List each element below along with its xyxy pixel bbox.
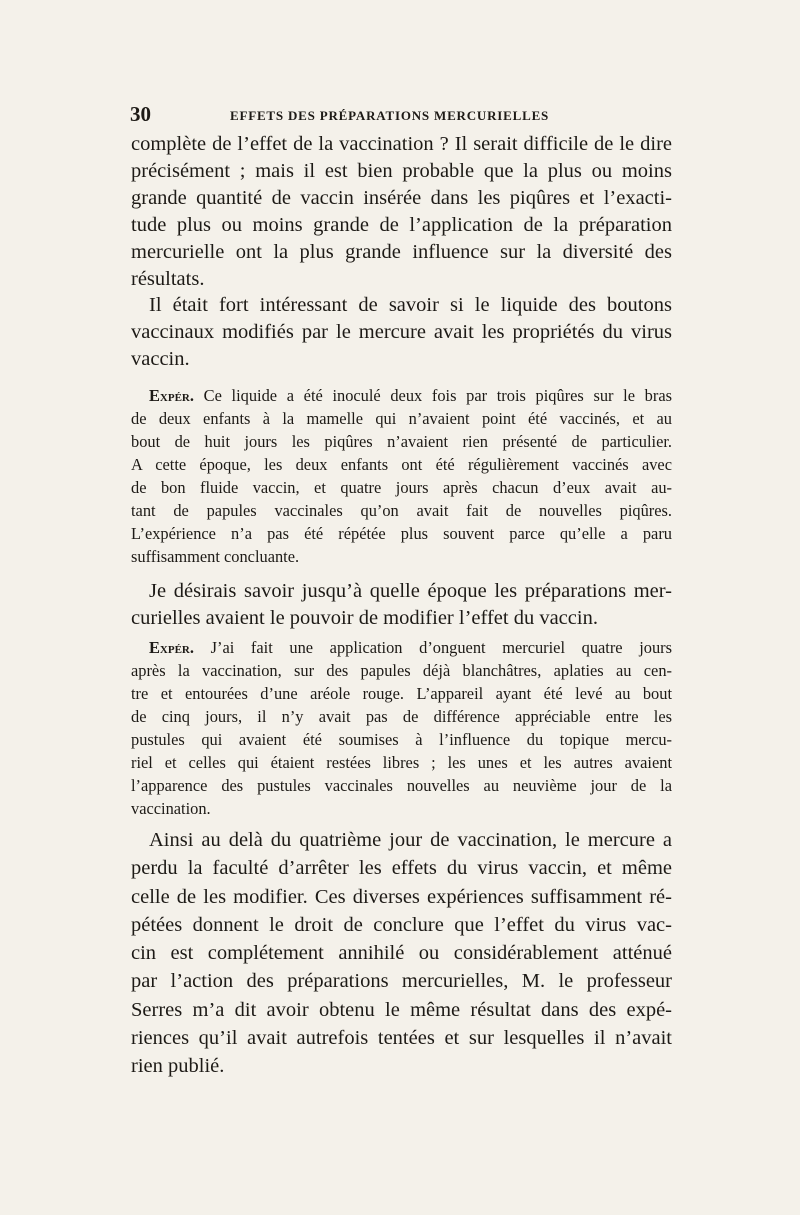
page-header [130, 102, 670, 126]
text-line: perdu la faculté d’arrêter les effets du virus vaccin, et même [131, 857, 672, 880]
page-number: 30 [130, 102, 151, 126]
experiment-note [131, 384, 672, 568]
text-line: A cette époque, les deux enfants ont été régulièrement vaccinés avec [131, 455, 672, 474]
experiment-note [131, 636, 672, 820]
text-line: de cinq jours, il n’y avait pas de différence appréciable entre les [131, 707, 672, 726]
text-line: de bon fluide vaccin, et quatre jours après chacun d’eux avait au- [131, 478, 672, 497]
text-line: rien publié. [131, 1055, 225, 1078]
text-line: vaccinaux modifiés par le mercure avait les propriétés du virus [131, 321, 672, 343]
text-line: tude plus ou moins grande de l’application de la préparation [131, 214, 672, 236]
experiment-label: Expér. [149, 638, 194, 657]
text-line [131, 384, 672, 407]
text-line: tre et entourées d’une aréole rouge. L’appareil ayant été levé au bout [131, 684, 672, 703]
text-line: Ainsi au delà du quatrième jour de vaccination, le mercure a [149, 829, 672, 851]
paragraph [131, 578, 672, 632]
text-line-content: Ce liquide a été inoculé deux fois par trois piqûres sur le bras [193, 386, 672, 405]
text-line: pétées donnent le droit de conclure que l’effet du virus vac- [131, 913, 672, 936]
text-line: par l’action des préparations mercurielles, M. le professeur [131, 970, 672, 993]
text-line: cin est complétement annihilé ou considérablement atténué [131, 942, 672, 965]
text-line: riences qu’il avait autrefois tentées et sur lesquelles il n’avait [131, 1027, 672, 1050]
text-line: riel et celles qui étaient restées libres ; les unes et les autres avaient [131, 753, 672, 772]
text-line [131, 636, 672, 659]
text-line: complète de l’effet de la vaccination ? Il serait difficile de le dire [131, 133, 672, 155]
paragraph-continuation [131, 131, 672, 293]
text-line: Je désirais savoir jusqu’à quelle époque les préparations mer- [149, 580, 672, 602]
text-line: pustules qui avaient été soumises à l’influence du topique mercu- [131, 730, 672, 749]
text-line: après la vaccination, sur des papules déjà blanchâtres, aplaties au cen- [131, 661, 672, 680]
text-line: mercurielle ont la plus grande influence sur la diversité des [131, 241, 672, 263]
experiment-label: Expér. [149, 386, 194, 405]
running-title: EFFETS DES PRÉPARATIONS MERCURIELLES [230, 108, 550, 123]
text-line: curielles avaient le pouvoir de modifier l’effet du vaccin. [131, 607, 598, 629]
text-line: L’expérience n’a pas été répétée plus souvent parce qu’elle a paru [131, 524, 672, 543]
text-line: vaccin. [131, 348, 190, 370]
text-line: Il était fort intéressant de savoir si le liquide des boutons [149, 294, 672, 316]
text-line: bout de huit jours les piqûres n’avaient rien présenté de particulier. [131, 432, 672, 451]
paragraph [131, 292, 672, 373]
text-line: de deux enfants à la mamelle qui n’avaient point été vaccinés, et au [131, 409, 672, 428]
text-line: celle de les modifier. Ces diverses expériences suffisamment ré- [131, 885, 672, 908]
text-line: Serres m’a dit avoir obtenu le même résultat dans des expé- [131, 998, 672, 1021]
text-line: précisément ; mais il est bien probable que la plus ou moins [131, 160, 672, 182]
text-line: suffisamment concluante. [131, 547, 300, 566]
text-line: l’apparence des pustules vaccinales nouvelles au neuvième jour de la [131, 776, 672, 795]
text-line: tant de papules vaccinales qu’on avait fait de nouvelles piqûres. [131, 501, 672, 520]
text-line: grande quantité de vaccin insérée dans les piqûres et l’exacti- [131, 187, 672, 209]
text-line-content: J’ai fait une application d’onguent mercuriel quatre jours [193, 638, 672, 657]
text-line: résultats. [131, 268, 205, 290]
text-line: vaccination. [131, 799, 211, 818]
paragraph [131, 826, 672, 1081]
